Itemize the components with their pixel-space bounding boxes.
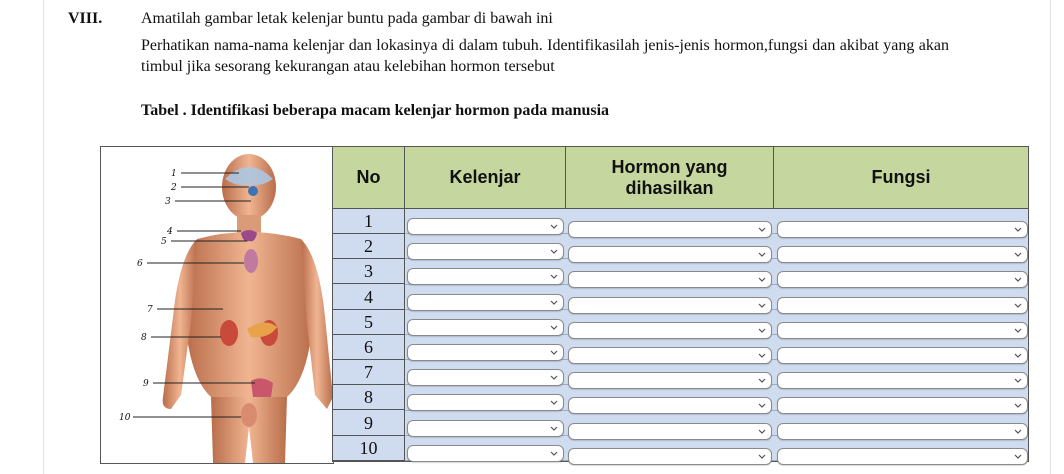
chevron-down-icon[interactable] — [1013, 273, 1023, 285]
chevron-down-icon[interactable] — [549, 422, 559, 434]
thymus-gland — [244, 249, 258, 273]
row-number-column — [333, 209, 405, 461]
dropdown-hormon-row-2[interactable] — [568, 246, 772, 263]
label-6: 6 — [137, 259, 143, 269]
chevron-down-icon[interactable] — [549, 220, 559, 232]
chevron-down-icon[interactable] — [549, 245, 559, 257]
dropdown-kelenjar-row-10[interactable] — [407, 445, 564, 462]
chevron-down-icon[interactable] — [757, 425, 767, 437]
row-number-8: 8 — [333, 385, 404, 410]
row-number-7: 7 — [333, 360, 404, 385]
instruction-paragraph: Perhatikan nama-nama kelenjar dan lokasinya di dalam tubuh. Identifikasilah jenis-jenis hormon,fungsi dan akibat yang akan timbul jika sesorang kekurangan atau kelebihan hormon tersebut — [141, 37, 949, 75]
chevron-down-icon[interactable] — [757, 324, 767, 336]
label-7: 7 — [147, 305, 153, 315]
row-number-1: 1 — [333, 209, 404, 234]
label-10: 10 — [119, 413, 131, 423]
label-1: 1 — [171, 169, 177, 179]
dropdown-kelenjar-row-9[interactable] — [407, 420, 564, 437]
chevron-down-icon[interactable] — [1013, 248, 1023, 260]
human-body-figure — [101, 147, 333, 463]
reproductive-gland — [251, 378, 273, 397]
header-no: No — [333, 147, 405, 209]
dropdown-fungsi-row-7[interactable] — [777, 372, 1028, 389]
chevron-down-icon[interactable] — [549, 321, 559, 333]
chevron-down-icon[interactable] — [549, 346, 559, 358]
testis-gland — [241, 403, 257, 427]
dropdown-fungsi-row-3[interactable] — [777, 271, 1028, 288]
chevron-down-icon[interactable] — [1013, 425, 1023, 437]
dropdown-fungsi-row-6[interactable] — [777, 347, 1028, 364]
dropdown-fungsi-row-1[interactable] — [777, 221, 1028, 238]
chevron-down-icon[interactable] — [757, 299, 767, 311]
chevron-down-icon[interactable] — [757, 223, 767, 235]
row-number-10: 10 — [333, 436, 404, 461]
chevron-down-icon[interactable] — [757, 450, 767, 462]
dropdown-kelenjar-row-2[interactable] — [407, 243, 564, 260]
endocrine-illustration — [100, 146, 334, 464]
chevron-down-icon[interactable] — [549, 447, 559, 459]
dropdown-kelenjar-row-6[interactable] — [407, 344, 564, 361]
label-2: 2 — [171, 183, 177, 193]
label-3: 3 — [165, 197, 171, 207]
row-number-3: 3 — [333, 259, 404, 284]
dropdown-hormon-row-5[interactable] — [568, 322, 772, 339]
dropdown-hormon-row-1[interactable] — [568, 221, 772, 238]
row-number-6: 6 — [333, 335, 404, 360]
label-4: 4 — [167, 227, 173, 237]
dropdown-fungsi-row-9[interactable] — [777, 423, 1028, 440]
chevron-down-icon[interactable] — [757, 248, 767, 260]
chevron-down-icon[interactable] — [1013, 299, 1023, 311]
left-kidney — [220, 320, 238, 346]
dropdown-fungsi-row-2[interactable] — [777, 246, 1028, 263]
dropdown-hormon-row-10[interactable] — [568, 448, 772, 465]
dropdown-hormon-row-6[interactable] — [568, 347, 772, 364]
dropdown-kelenjar-row-1[interactable] — [407, 218, 564, 235]
header-fungsi: Fungsi — [774, 147, 1028, 209]
chevron-down-icon[interactable] — [757, 399, 767, 411]
chevron-down-icon[interactable] — [549, 296, 559, 308]
pituitary-gland — [248, 186, 258, 196]
dropdown-fungsi-row-4[interactable] — [777, 297, 1028, 314]
page-margin-left — [43, 0, 44, 474]
dropdown-kelenjar-row-3[interactable] — [407, 268, 564, 285]
dropdown-hormon-row-3[interactable] — [568, 271, 772, 288]
chevron-down-icon[interactable] — [1013, 450, 1023, 462]
header-hormon-line1: Hormon yang — [611, 156, 728, 177]
label-8: 8 — [141, 333, 147, 343]
label-9: 9 — [143, 379, 149, 389]
chevron-down-icon[interactable] — [549, 371, 559, 383]
row-number-5: 5 — [333, 310, 404, 335]
chevron-down-icon[interactable] — [757, 349, 767, 361]
row-number-4: 4 — [333, 285, 404, 310]
chevron-down-icon[interactable] — [1013, 399, 1023, 411]
section-number: VIII. — [68, 10, 103, 27]
header-kelenjar: Kelenjar — [405, 147, 566, 209]
row-number-9: 9 — [333, 411, 404, 436]
dropdown-fungsi-row-10[interactable] — [777, 448, 1028, 465]
chevron-down-icon[interactable] — [549, 396, 559, 408]
dropdown-fungsi-row-5[interactable] — [777, 322, 1028, 339]
row-number-2: 2 — [333, 234, 404, 259]
chevron-down-icon[interactable] — [1013, 349, 1023, 361]
dropdown-kelenjar-row-8[interactable] — [407, 394, 564, 411]
dropdown-hormon-row-4[interactable] — [568, 297, 772, 314]
header-hormon — [566, 147, 774, 209]
chevron-down-icon[interactable] — [1013, 374, 1023, 386]
chevron-down-icon[interactable] — [549, 270, 559, 282]
gland-table — [332, 146, 1029, 462]
chevron-down-icon[interactable] — [1013, 324, 1023, 336]
dropdown-kelenjar-row-5[interactable] — [407, 319, 564, 336]
dropdown-fungsi-row-8[interactable] — [777, 397, 1028, 414]
chevron-down-icon[interactable] — [1013, 223, 1023, 235]
header-hormon-line2: dihasilkan — [625, 177, 714, 198]
dropdown-hormon-row-9[interactable] — [568, 423, 772, 440]
chevron-down-icon[interactable] — [757, 273, 767, 285]
dropdown-kelenjar-row-7[interactable] — [407, 369, 564, 386]
instruction-line: Amatilah gambar letak kelenjar buntu pada gambar di bawah ini — [141, 10, 553, 27]
dropdown-hormon-row-8[interactable] — [568, 397, 772, 414]
dropdown-kelenjar-row-4[interactable] — [407, 294, 564, 311]
label-5: 5 — [161, 237, 167, 247]
chevron-down-icon[interactable] — [757, 374, 767, 386]
table-caption: Tabel . Identifikasi beberapa macam kelenjar hormon pada manusia — [141, 102, 610, 119]
dropdown-hormon-row-7[interactable] — [568, 372, 772, 389]
page-margin-right — [1050, 0, 1051, 474]
